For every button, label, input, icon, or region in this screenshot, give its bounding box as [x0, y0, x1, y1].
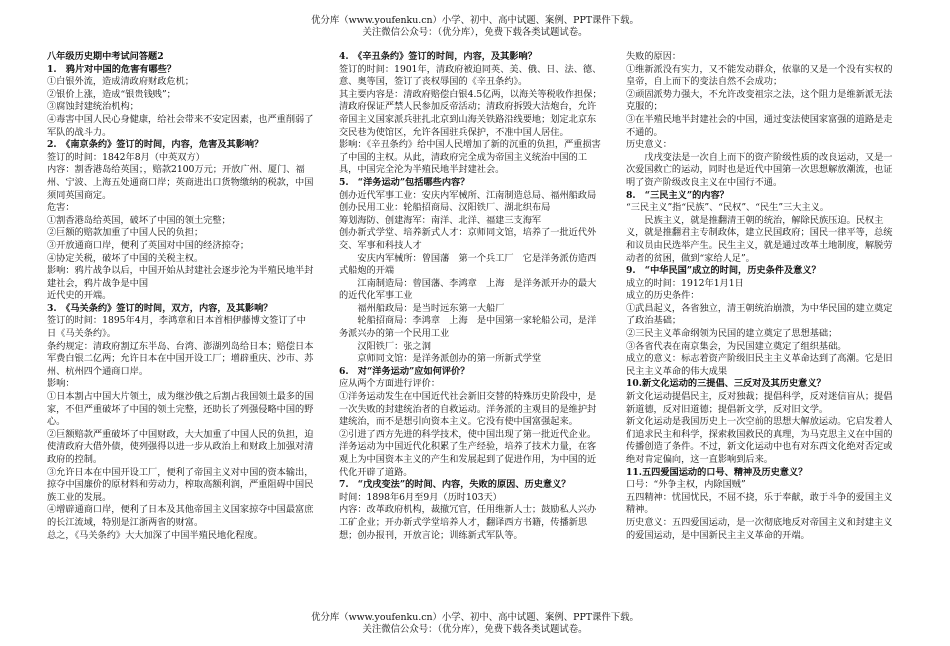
paragraph: ④毒害中国人民心身健康，给社会带来不安定因素，也严重削弱了军队的战斗力。	[47, 113, 314, 138]
paragraph: ①洋务运动发生在中国近代社会新旧交替的特殊历史阶段中，是一次失败的封建统治者的自救运动。洋务派的主观目的是维护封建统治，而不是想引向资本主义。它没有使中国富强起来。	[339, 391, 597, 428]
question-heading: 八年级历史期中考试问答题2	[47, 51, 164, 62]
paragraph: ②顽固派势力强大，不允许改变祖宗之法，这个阻力是维新派无法克服的；	[626, 88, 893, 113]
header-line-2: 关注微信公众号：（优分库），免费下载各类试题试卷。	[362, 27, 588, 38]
paragraph: ④增辟通商口岸，便利了日本及其他帝国主义国家掠夺中国最富庶的长江流域，特别是江浙两省的财富。	[47, 504, 314, 528]
paragraph: ①割香港岛给英国，破坏了中国的领土完整；	[47, 214, 231, 226]
question-heading: 9. “中华民国”成立的时间，历史条件及意义？	[626, 265, 821, 277]
paragraph: ①维新派没有实力，又不能发动群众，依靠的又是一个没有实权的皇帝，自上而下的变法自然不会成功；	[626, 63, 893, 88]
paragraph: ②三民主义革命纲领为民国的建立奠定了思想基础；	[626, 328, 838, 340]
paragraph: ③在半殖民地半封建社会的中国，通过变法使国家富强的道路是走不通的。	[626, 113, 893, 138]
question-heading: 10.新文化运动的三提倡、三反对及其历史意义？	[626, 378, 826, 390]
paragraph: 创办民用工业：轮船招商局、汉阳铁厂、湖北织布局	[339, 202, 551, 214]
paragraph: ②巨额的赔款加重了中国人民的负担；	[47, 227, 204, 239]
paragraph: ①日本割占中国大片领土，成为继沙俄之后割占我国领土最多的国家，不但严重破坏了中国的领土完整，还助长了列强侵略中国的野心。	[47, 391, 314, 428]
column-right	[626, 51, 898, 542]
paragraph: 时间：1898年6月至9月（历时103天）	[339, 491, 502, 503]
paragraph: 签订的时间：1895年4月，李鸿章和日本首相伊藤博文签订了中日《马关条约》。	[47, 315, 306, 340]
paragraph: ②巨额赔款严重破坏了中国财政，大大加重了中国人民的负担，迫使清政府大借外债，使列强得以进一步从政治上和财政上加强对清政府的控制。	[47, 428, 314, 465]
question-heading: 1. 鸦片对中国的危害有哪些？	[47, 63, 177, 75]
paragraph: 筹划海防、创建海军：南洋、北洋、福建三支海军	[339, 214, 542, 226]
question-heading: 7. “戊戌变法”的时间、内容，失败的原因、历史意义？	[339, 479, 571, 491]
paragraph: 近代史的开端。	[47, 290, 112, 302]
paragraph: 江南制造局：曾国藩、李鸿章 上海 是洋务派开办的最大的近代化军事工业	[339, 277, 597, 302]
paragraph: 影响：《辛丑条约》给中国人民增加了新的沉重的负担，严重损害了中国的主权。从此，清政府完全成为帝国主义统治中国的工具，中国完全沦为半殖民地半封建社会。	[339, 139, 601, 176]
question-heading: 8. “三民主义”的内容？	[626, 189, 729, 201]
paragraph: 福州船政局：是当时远东第一大船厂	[357, 302, 505, 314]
question-heading: 3. 《马关条约》签订的时间，双方，内容，及其影响？	[47, 302, 273, 314]
paragraph: 五四精神：忧国忧民，不屈不挠，乐于奉献，敢于斗争的爱国主义精神。	[626, 491, 893, 516]
paragraph: 新文化运动提倡民主，反对独裁；提倡科学，反对迷信盲从；提倡新道德，反对旧道德；提倡新文学，反对旧文学。	[626, 391, 893, 415]
paragraph: ①白银外流，造成清政府财政危机；	[47, 76, 194, 88]
paragraph: 京师同文馆：是洋务派创办的第一所新式学堂	[357, 353, 542, 365]
footer-line-1: 优分库（www.youfenku.cn）小学、初中、高中试题、案例、PPT课件下载。	[311, 612, 639, 623]
paragraph: 应从两个方面进行评价：	[339, 378, 441, 390]
paragraph: 内容：改革政府机构，裁撤冗官，任用维新人士；鼓励私人兴办工矿企业；开办新式学堂培养人才，翻译西方书籍，传播新思想；创办报刊，开放言论；训练新式军队等。	[339, 504, 597, 541]
question-heading: 5. “洋务运动”包括哪些内容？	[339, 176, 470, 188]
question-heading: 11.五四爱国运动的口号、精神及历史意义？	[626, 466, 808, 478]
paragraph: 签订的时间：1901年，清政府被迫同英、美、俄、日、法、德、意、奥等国，签订了丧权辱国的《辛丑条约》。	[339, 63, 602, 88]
paragraph: 影响：鸦片战争以后，中国开始从封建社会逐步沦为半殖民地半封建社会，鸦片战争是中国	[47, 265, 314, 289]
paragraph: 轮船招商局：李鸿章 上海 是中国第一家轮船公司，是洋务派兴办的第一个民用工业	[339, 315, 597, 340]
paragraph: “三民主义”指“民族”、“民权”、“民生”三大主义。	[626, 202, 829, 214]
footer-line-2: 关注微信公众号：（优分库），免费下载各类试题试卷。	[362, 624, 588, 635]
question-heading: 4. 《辛丑条约》签订的时间，内容，及其影响？	[339, 51, 537, 62]
paragraph: 汉阳铁厂：张之洞	[357, 340, 431, 352]
question-heading: 6. 对“洋务运动”应如何评价？	[339, 365, 470, 377]
paragraph: 戊戌变法是一次自上而下的资产阶级性质的改良运动，又是一次爱国救亡的运动，同时也是近代中国第一次思想解放潮流，也证明了资产阶级改良主义在中国行不通。	[626, 151, 893, 188]
paragraph: ④协定关税，破坏了中国的关税主权。	[47, 252, 204, 264]
paragraph: 创办新式学堂、培养新式人才：京师同文馆，培养了一批近代外交、军事和科技人才	[339, 227, 597, 251]
paragraph: 失败的原因：	[626, 51, 682, 62]
paragraph: 口号：“外争主权，内除国贼”	[626, 479, 746, 491]
paragraph: 成立的意义：标志着资产阶级旧民主主义革命达到了高潮。它是旧民主主义革命的伟大成果	[626, 353, 893, 377]
paragraph: 签订的时间：1842年8月（中英双方）	[47, 151, 205, 163]
paragraph: 危害：	[47, 202, 75, 214]
page-footer	[0, 612, 950, 636]
paragraph: ②银价上涨，造成“银贵钱贱”；	[47, 88, 176, 100]
question-heading: 2. 《南京条约》签订的时间，内容，危害及其影响？	[47, 139, 264, 151]
paragraph: 新文化运动是我国历史上一次空前的思想大解放运动。它启发着人们追求民主和科学，探索救国救民的真理，为马克思主义在中国的传播创造了条件。不过，新文化运动中也有对东西文化绝对否定或绝对肯定偏向，这一直影响到后来。	[626, 416, 893, 465]
paragraph: 成立的时间：1912年1月1日	[626, 277, 744, 289]
paragraph: 总之，《马关条约》大大加深了中国半殖民地化程度。	[47, 529, 263, 541]
column-left	[47, 51, 315, 542]
page-header	[0, 15, 950, 39]
paragraph: 成立的历史条件：	[626, 290, 700, 302]
paragraph: ③允许日本在中国开设工厂，便利了帝国主义对中国的资本输出，掠夺中国廉价的原材料和劳动力，榨取高额利润，严重阻碍中国民族工业的发展。	[47, 466, 314, 503]
paragraph: 民族主义，就是推翻清王朝的统治，解除民族压迫。民权主义，就是推翻君主专制政体，建立民国政府；国民一律平等，总统和议员由民选举产生。民生主义，就是通过改革土地制度，解脱劳动者的贫困，做到“家给人足”。	[626, 214, 893, 264]
paragraph: 其主要内容是：清政府赔偿白银4.5亿两，以海关等税收作担保；清政府保证严禁人民参加反帝活动；清政府拆毁大沽炮台，允许帝国主义国家派兵驻扎北京到山海关铁路沿线要地；划定北京东交民巷为使馆区，允许各国驻兵保护，不准中国人居住。	[339, 88, 602, 138]
paragraph: 历史意义：五四爱国运动，是一次彻底地反对帝国主义和封建主义的爱国运动，是中国新民主主义革命的开端。	[626, 516, 893, 541]
paragraph: ③各省代表在南京集会，为民国建立奠定了组织基础。	[626, 340, 847, 352]
header-line-1: 优分库（www.youfenku.cn）小学、初中、高中试题、案例、PPT课件下载。	[311, 15, 639, 26]
paragraph: 创办近代军事工业：安庆内军械所、江南制造总局、福州船政局	[339, 189, 597, 201]
paragraph: ①武昌起义，各省独立，清王朝统治崩溃，为中华民国的建立奠定了政治基础；	[626, 302, 893, 327]
paragraph: 历史意义：	[626, 139, 672, 151]
paragraph: 安庆内军械所：曾国藩 第一个兵工厂 它是洋务派仿造西式船炮的开端	[339, 252, 597, 277]
column-middle	[339, 51, 605, 542]
paragraph: ②引进了西方先进的科学技术，使中国出现了第一批近代企业。洋务运动为中国近代化积累了生产经验，培养了技术力量，在客观上为中国资本主义的产生和发展起到了促进作用，为中国的近代化开辟了道路。	[339, 428, 597, 478]
paragraph: ③腐蚀封建统治机构；	[47, 101, 139, 113]
paragraph: 影响：	[47, 378, 75, 390]
paragraph: 内容：割香港岛给英国；，赔款2100万元；开放广州、厦门、福州、宁波、上海五处通商口岸；英商进出口货物缴纳的税款，中国须同英国商定。	[47, 164, 314, 201]
paragraph: 条约规定：清政府割辽东半岛、台湾、澎湖列岛给日本；赔偿日本军费白银二亿两；允许日本在中国开设工厂；增辟重庆、沙市、苏州、杭州四个通商口岸。	[47, 340, 314, 377]
paragraph: ③开放通商口岸，便利了英国对中国的经济掠夺；	[47, 239, 250, 251]
